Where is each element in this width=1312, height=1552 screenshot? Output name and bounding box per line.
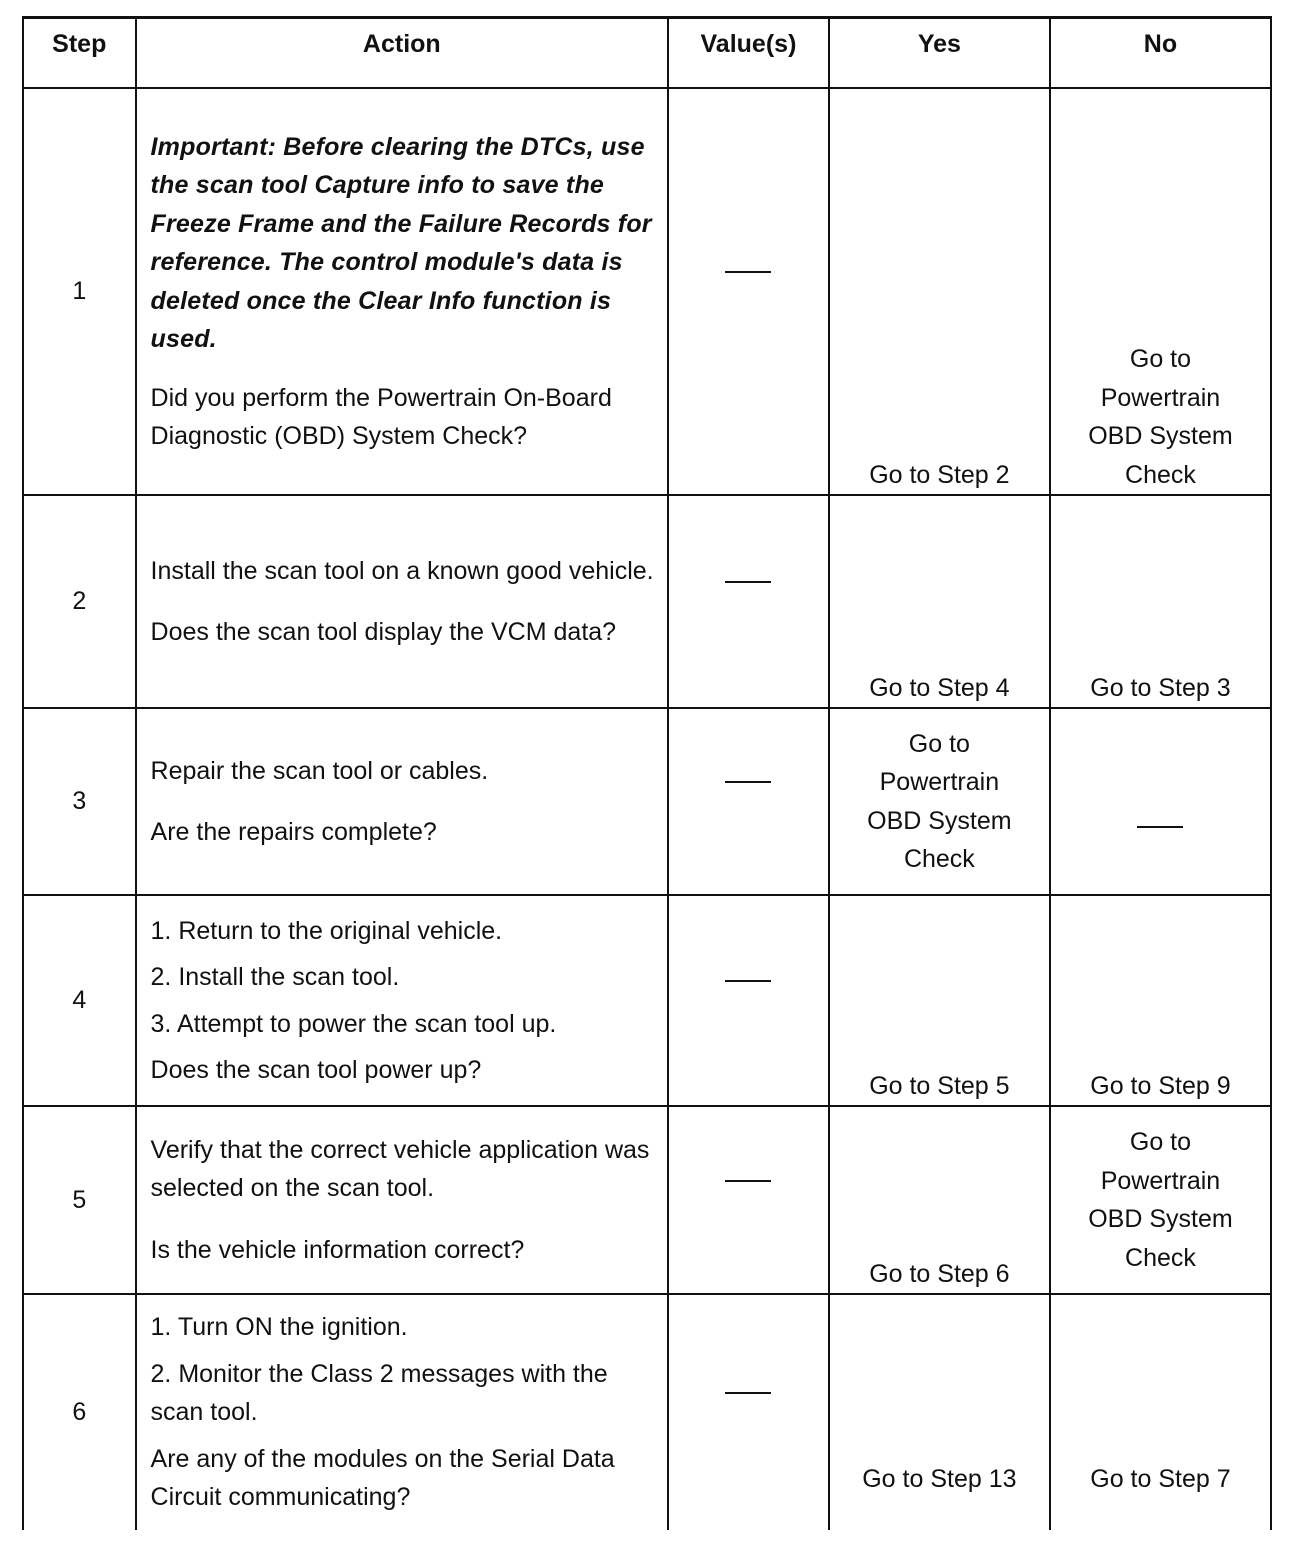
action-cell — [136, 895, 669, 1106]
dash-mark — [725, 1392, 771, 1433]
action-question: Does the scan tool power up? — [150, 1056, 482, 1084]
dash-mark — [725, 781, 771, 822]
table-row — [23, 495, 1271, 708]
action-cell — [136, 495, 669, 708]
step-number: 3 — [23, 708, 136, 895]
table-header-row — [23, 18, 1271, 89]
value-cell — [668, 1294, 829, 1530]
step-number: 6 — [23, 1294, 136, 1530]
list-item: 1. Turn ON the ignition. — [150, 1313, 408, 1342]
important-note: Important: Before clearing the DTCs, use the scan tool Capture info to save the Freeze Frame and the Failure Records for reference. The control module's data is deleted once the Clear Info function is used. — [150, 132, 652, 353]
yes-link[interactable]: Go to Powertrain OBD System Check — [829, 708, 1050, 895]
header-yes: Yes — [829, 18, 1050, 89]
header-step: Step — [23, 18, 136, 89]
value-cell — [668, 88, 829, 495]
dash-mark — [725, 980, 771, 1021]
yes-link[interactable]: Go to Step 4 — [829, 495, 1050, 708]
action-cell — [136, 1294, 669, 1530]
action-question: Are any of the modules on the Serial Data Circuit communicating? — [150, 1444, 615, 1512]
action-question: Did you perform the Powertrain On-Board Diagnostic (OBD) System Check? — [150, 383, 612, 450]
no-link[interactable]: Go to Powertrain OBD System Check — [1050, 88, 1271, 495]
table-row — [23, 1106, 1271, 1294]
header-no: No — [1050, 18, 1271, 89]
yes-link[interactable]: Go to Step 2 — [829, 88, 1050, 495]
action-cell — [136, 88, 669, 495]
value-cell — [668, 495, 829, 708]
dash-mark — [725, 1180, 771, 1221]
table-row — [23, 708, 1271, 895]
action-cell — [136, 708, 669, 895]
header-values: Value(s) — [668, 18, 829, 89]
step-number: 2 — [23, 495, 136, 708]
diagnostic-table — [22, 16, 1272, 1530]
table-row — [23, 1294, 1271, 1530]
dash-mark — [725, 581, 771, 622]
action-text: Install the scan tool on a known good vehicle. — [150, 556, 654, 585]
yes-link[interactable]: Go to Step 13 — [829, 1294, 1050, 1530]
yes-link[interactable]: Go to Step 6 — [829, 1106, 1050, 1294]
header-action: Action — [136, 18, 669, 89]
list-item: 3. Attempt to power the scan tool up. — [150, 1009, 557, 1038]
value-cell — [668, 708, 829, 895]
list-item: 1. Return to the original vehicle. — [150, 916, 503, 945]
step-number: 5 — [23, 1106, 136, 1294]
list-item: 2. Install the scan tool. — [150, 963, 400, 991]
no-link[interactable]: Go to Powertrain OBD System Check — [1050, 1106, 1271, 1294]
action-question: Does the scan tool display the VCM data? — [150, 618, 617, 646]
value-cell — [668, 895, 829, 1106]
table-row — [23, 88, 1271, 495]
action-text: Repair the scan tool or cables. — [150, 756, 489, 785]
no-link[interactable]: Go to Step 7 — [1050, 1294, 1271, 1530]
dash-mark — [1137, 826, 1183, 867]
no-cell — [1050, 708, 1271, 895]
table-row — [23, 895, 1271, 1106]
action-question: Are the repairs complete? — [150, 818, 437, 846]
action-cell — [136, 1106, 669, 1294]
list-item: 2. Monitor the Class 2 messages with the scan tool. — [150, 1359, 608, 1427]
dash-mark — [725, 271, 771, 312]
yes-link[interactable]: Go to Step 5 — [829, 895, 1050, 1106]
step-number: 4 — [23, 895, 136, 1106]
step-number: 1 — [23, 88, 136, 495]
value-cell — [668, 1106, 829, 1294]
no-link[interactable]: Go to Step 9 — [1050, 895, 1271, 1106]
no-link[interactable]: Go to Step 3 — [1050, 495, 1271, 708]
action-text: Verify that the correct vehicle application was selected on the scan tool. — [150, 1135, 650, 1203]
action-question: Is the vehicle information correct? — [150, 1235, 525, 1264]
